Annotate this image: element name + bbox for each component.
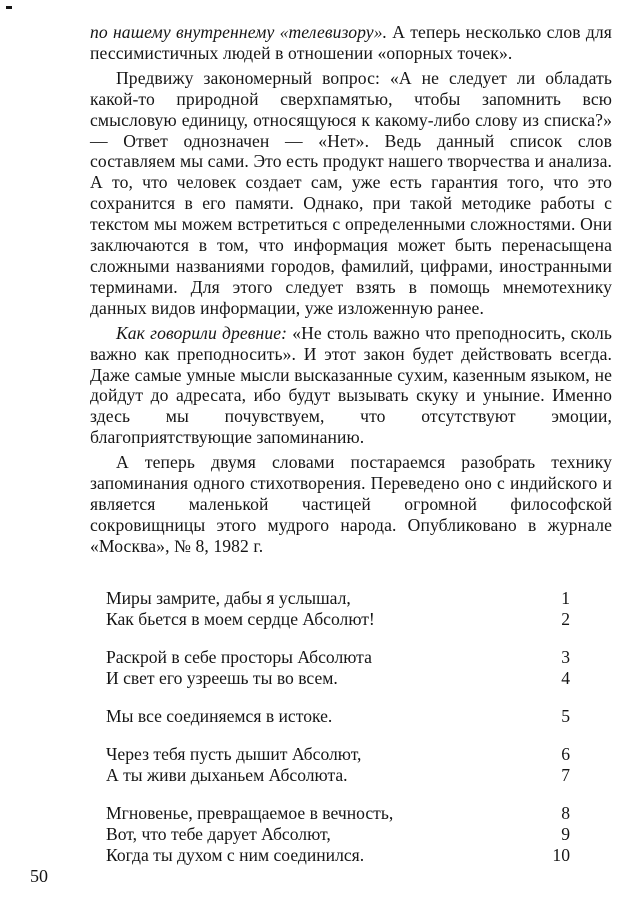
paragraph-1-text: А теперь несколько слов для пессимистичных людей в отношении «опорных точек». — [90, 22, 612, 63]
poem-line — [106, 803, 570, 824]
paragraph-1-italic: по нашему внутреннему «телевизору». — [90, 22, 388, 42]
poem-stanza — [106, 588, 570, 630]
poem-line-text: Когда ты духом с ним соединился. — [106, 845, 365, 865]
paragraph-2: Предвижу закономерный вопрос: «А не следует ли обладать какой-то природной сверхпамятью, чтобы запомнить всю смысловую единицу, относящуюся к какому-либо слову из списка?» — Ответ однозначен — «Нет». Ведь данный список слов составляем мы сами. Это есть продукт нашего творчества и анализа. А то, что человек создает сам, уже есть гарантия того, что это сохранится в его памяти. Однако, при такой методике работы с текстом мы можем встретиться с определенными сложностями. Они заключаются в том, что информация может быть перенасыщена сложными названиями городов, фамилий, цифрами, иностранными терминами. Для этого следует взять в помощь мнемотехнику данных видов информации, уже изложенную ранее. — [90, 67, 612, 318]
poem-line-number: 1 — [561, 588, 570, 608]
poem-line-number: 7 — [561, 765, 570, 785]
poem-line-number: 8 — [561, 803, 570, 823]
scan-corner-mark — [6, 6, 12, 9]
poem-line-text: Миры замрите, дабы я услышал, — [106, 588, 351, 608]
page-number: 50 — [30, 866, 48, 886]
poem-line-text: Вот, что тебе дарует Абсолют, — [106, 824, 331, 844]
poem-stanza — [106, 803, 570, 866]
poem-line-text: Мы все соединяемся в истоке. — [106, 706, 333, 726]
poem-line — [106, 765, 570, 786]
poem-line — [106, 845, 570, 866]
poem-line — [106, 824, 570, 845]
poem-stanza — [106, 744, 570, 786]
poem-line-text: Через тебя пусть дышит Абсолют, — [106, 744, 362, 764]
poem-stanza — [106, 706, 570, 727]
paragraph-4: А теперь двумя словами постараемся разобрать технику запоминания одного стихотворения. Переведено оно с индийского и является маленькой частицей огромной философской сокровищницы этого мудрого народа. Опубликовано в журнале «Москва», № 8, 1982 г. — [90, 452, 612, 556]
paragraph-3-text: «Не столь важно что преподносить, сколь важно как преподносить». И этот закон будет действовать всегда. Даже самые умные мысли высказанные сухим, казенным языком, не дойдут до адресата, ибо будут вызывать скуку и уныние. Именно здесь мы почувствуем, что отсутствуют эмоции, благоприятствующие запоминанию. — [90, 322, 612, 448]
body-text — [90, 22, 612, 557]
poem-line — [106, 706, 570, 727]
poem-line-text: Раскрой в себе просторы Абсолюта — [106, 647, 372, 667]
paragraph-3-italic: Как говорили древние: — [116, 322, 288, 343]
poem-line-number: 2 — [561, 609, 570, 629]
poem-line — [106, 744, 570, 765]
paragraph-1 — [90, 22, 612, 64]
poem-line-text: А ты живи дыханьем Абсолюта. — [106, 765, 348, 785]
poem-line-number: 4 — [561, 668, 570, 688]
poem-line-text: Как бьется в моем сердце Абсолют! — [106, 609, 375, 629]
poem-line-number: 5 — [561, 706, 570, 726]
poem-line — [106, 588, 570, 609]
poem-stanza — [106, 647, 570, 689]
poem-line — [106, 609, 570, 630]
poem-line-text: И свет его узреешь ты во всем. — [106, 668, 338, 688]
paragraph-3 — [90, 323, 612, 448]
poem-line — [106, 668, 570, 689]
poem — [106, 588, 570, 883]
poem-line-text: Мгновенье, превращаемое в вечность, — [106, 803, 394, 823]
poem-line-number: 6 — [561, 744, 570, 764]
poem-line-number: 10 — [552, 845, 570, 865]
poem-line-number: 3 — [561, 647, 570, 667]
poem-line-number: 9 — [561, 824, 570, 844]
poem-line — [106, 647, 570, 668]
